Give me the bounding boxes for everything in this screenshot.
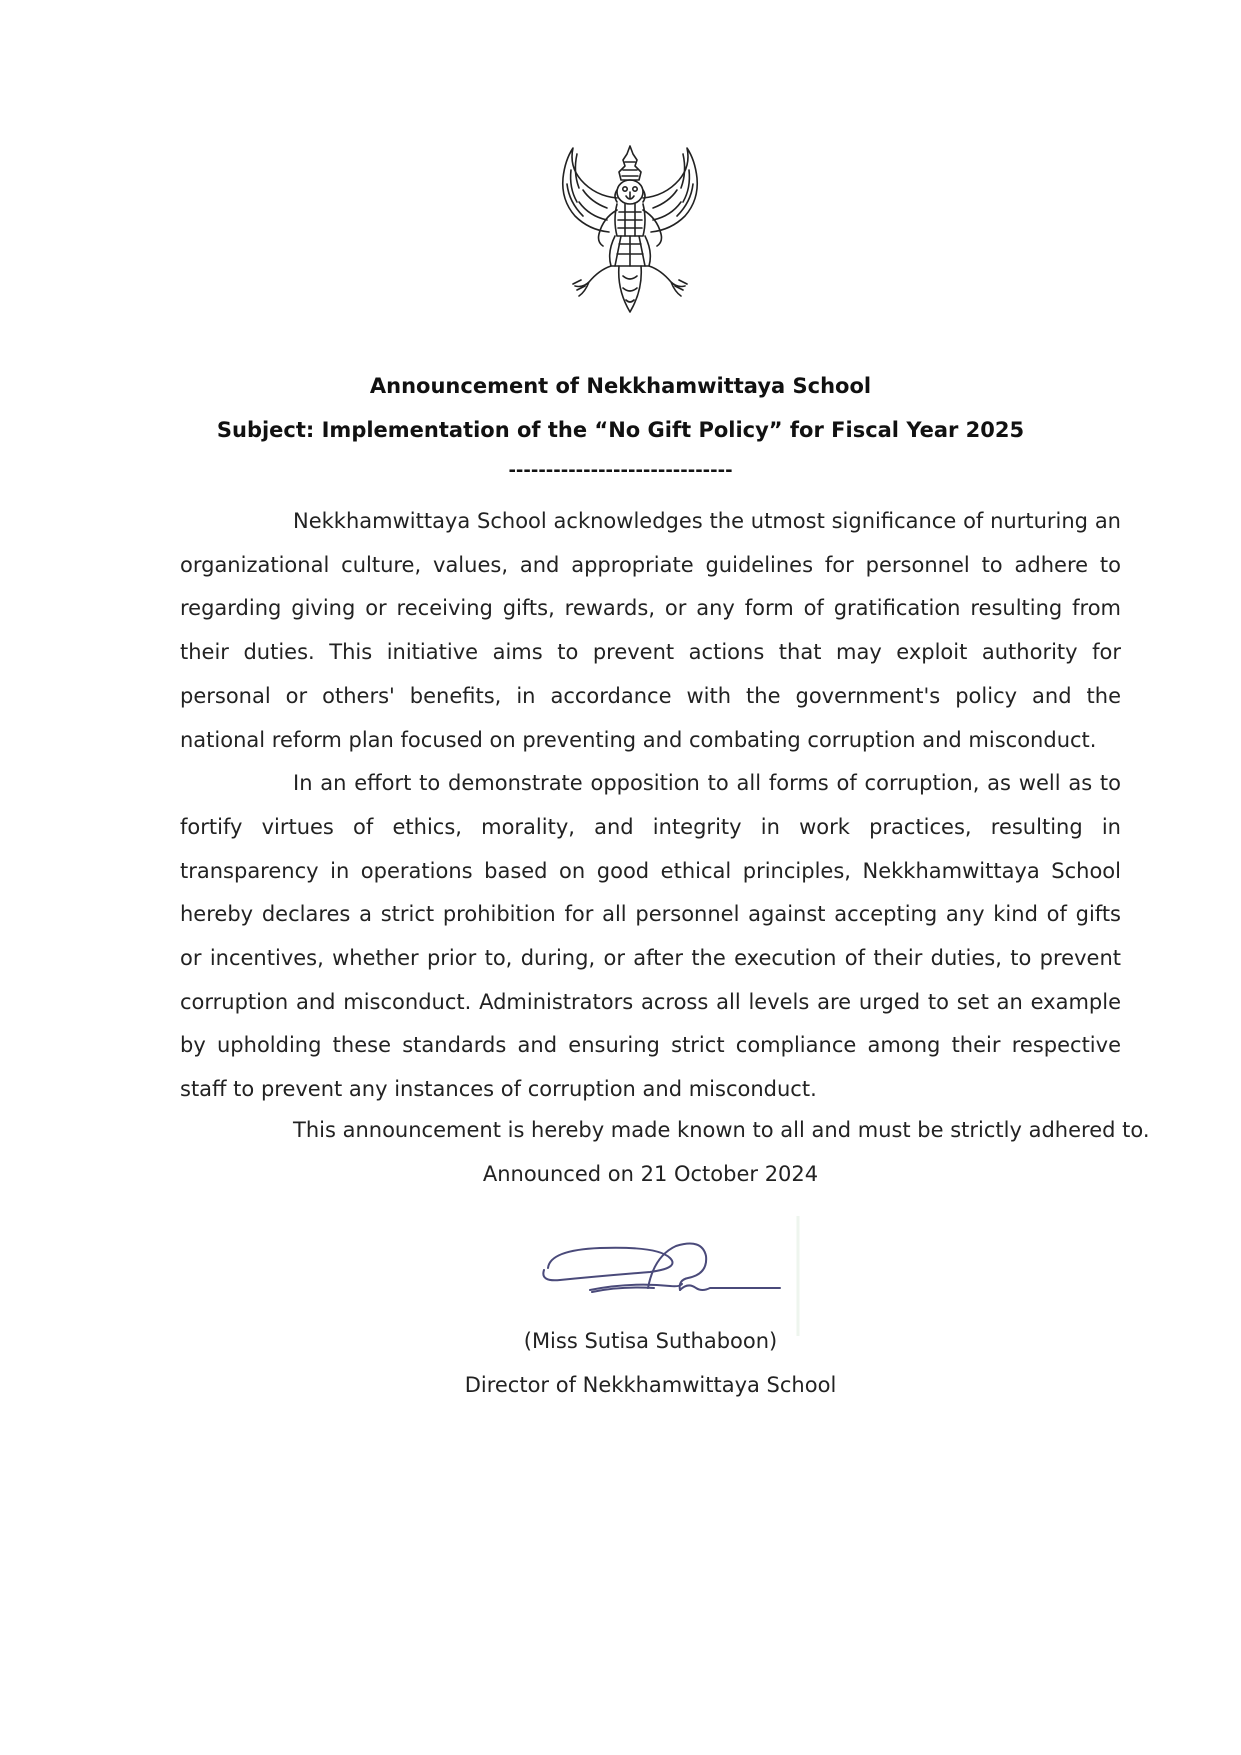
heading-divider: ------------------------------ xyxy=(508,460,733,481)
announcement-closing xyxy=(180,1109,1150,1196)
announcement-body xyxy=(180,500,1121,1112)
closing-notice: This announcement is hereby made known to all and must be strictly adhered to. xyxy=(293,1118,1150,1142)
announcement-subject: Subject: Implementation of the “No Gift Policy” for Fiscal Year 2025 xyxy=(216,418,1025,442)
handwritten-signature-icon xyxy=(530,1216,810,1336)
garuda-emblem-icon xyxy=(555,140,705,318)
body-paragraph: In an effort to demonstrate opposition to all forms of corruption, as well as to fortify virtues of ethics, morality, and integrity in work practices, resulting in transparency in operations based on good ethical principles, Nekkhamwittaya School hereby declares a strict prohibition for all personnel against accepting any kind of gifts or incentives, whether prior to, during, or after the execution of their duties, to prevent corruption and misconduct. Administrators across all levels are urged to set an example by upholding these standards and ensuring strict compliance among their respective staff to prevent any instances of corruption and misconduct. xyxy=(180,771,1121,1102)
announcement-title: Announcement of Nekkhamwittaya School xyxy=(369,374,872,398)
signatory-name: (Miss Sutisa Suthaboon) xyxy=(523,1329,778,1353)
body-paragraph: Nekkhamwittaya School acknowledges the utmost significance of nurturing an organizational culture, values, and appropriate guidelines for personnel to adhere to regarding giving or receiving gifts, rewards, or any form of gratification resulting from their duties. This initiative aims to prevent actions that may exploit authority for personal or others' benefits, in accordance with the government's policy and the national reform plan focused on preventing and combating corruption and misconduct. xyxy=(180,509,1121,752)
announcement-date: Announced on 21 October 2024 xyxy=(482,1161,819,1186)
signatory-position: Director of Nekkhamwittaya School xyxy=(464,1373,837,1397)
